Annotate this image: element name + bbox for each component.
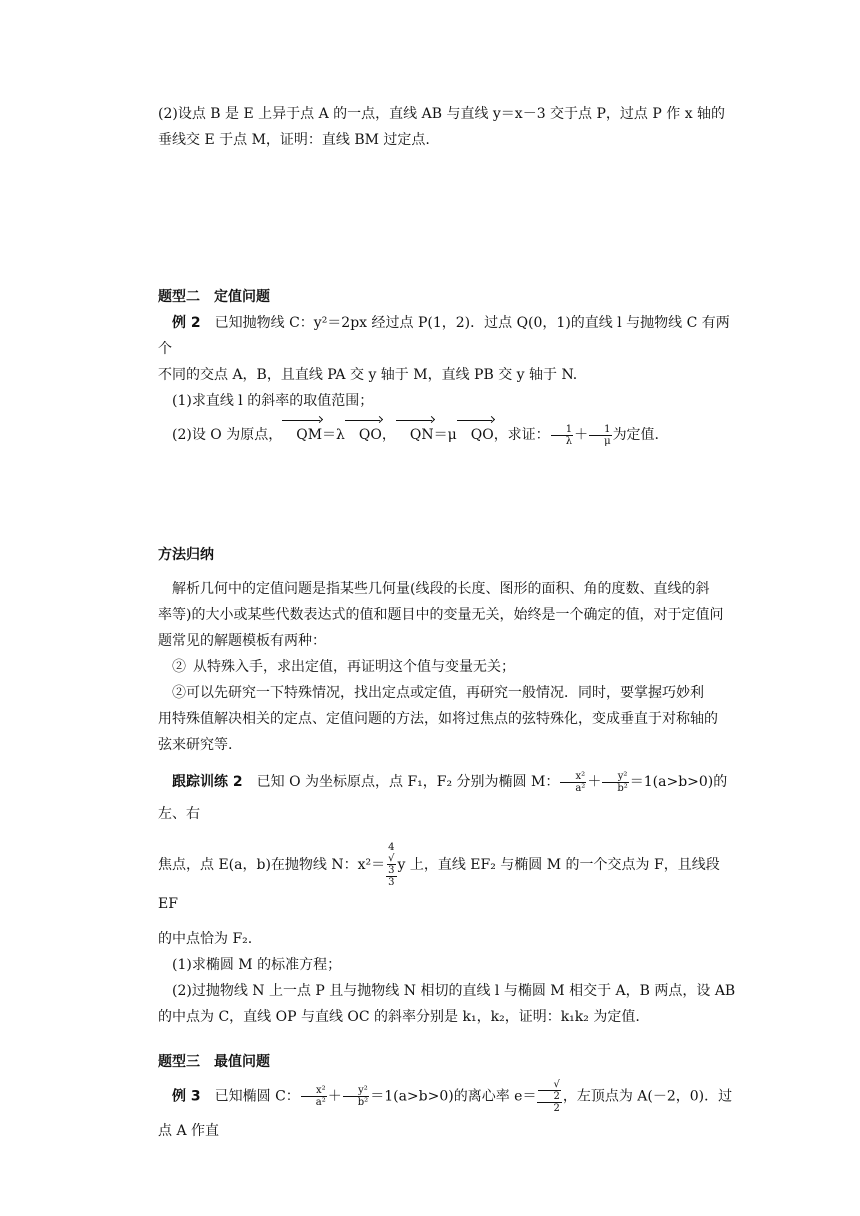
vector-QN: QN <box>396 422 434 448</box>
text: y 上，直线 EF₂ 与椭圆 M 的一个交点为 F，且线段 EF <box>158 857 720 912</box>
training-2-line3: 的中点恰为 F₂. <box>158 931 253 947</box>
text-line: 弦来研究等. <box>158 737 233 753</box>
training-label: 跟踪训练 2 <box>172 774 243 790</box>
example-3-line1 <box>158 1079 738 1148</box>
text-line: 解析几何中的定值问题是指某些几何量(线段的长度、图形的面积、角的度数、直线的斜 <box>172 581 710 597</box>
method-item-1 <box>158 654 738 680</box>
numerator: x² <box>301 1085 327 1097</box>
text: ＝λ <box>322 427 345 443</box>
example-2-part1: (1)求直线 l 的斜率的取值范围； <box>172 393 374 409</box>
text: 焦点，点 E(a，b)在抛物线 N：x²＝ <box>158 857 386 873</box>
example-2-line2: 不同的交点 A，B，且直线 PA 交 y 轴于 M，直线 PB 交 y 轴于 N. <box>158 367 578 383</box>
fraction-4sqrt3-3 <box>386 842 396 888</box>
numerator: 1 <box>589 424 612 436</box>
denominator: 3 <box>388 877 395 888</box>
numerator: y² <box>343 1085 369 1097</box>
section-title: 题型三 最值问题 <box>158 1054 270 1070</box>
denominator: μ <box>604 435 611 447</box>
fraction-sqrt2-2 <box>537 1079 561 1114</box>
text-line: 题常见的解题模板有两种： <box>158 633 326 649</box>
training-2-part2: (2)过抛物线 N 上一点 P 且与抛物线 N 相切的直线 l 与椭圆 M 相交于 A，B 两点，设 AB <box>172 983 736 999</box>
text-line: 用特殊值解决相关的定点、定值问题的方法，如将过焦点的弦特殊化，变成垂直于对称轴的 <box>158 711 718 727</box>
text: 已知 O 为坐标原点，点 F₁，F₂ 分别为椭圆 M： <box>242 774 560 790</box>
numerator: y² <box>602 771 628 783</box>
section-3 <box>158 1049 738 1148</box>
text: 从特殊入手，求出定值，再证明这个值与变量无关； <box>193 659 515 675</box>
fraction-x2-a2 <box>560 771 586 794</box>
text-line: 垂线交 E 于点 M，证明：直线 BM 过定点. <box>158 132 430 148</box>
method-item-2: ②可以先研究一下特殊情况，找出定点或定值，再研究一般情况．同时，要掌握巧妙利 <box>172 685 704 701</box>
text-line: 的中点为 C，直线 OP 与直线 OC 的斜率分别是 k₁，k₂，证明：k₁k₂ 为定值. <box>158 1009 640 1025</box>
fraction-1-mu <box>589 424 612 447</box>
text: ＋ <box>587 774 602 790</box>
numerator: 1 <box>551 424 573 436</box>
text-line: 率等)的大小或某些代数表达式的值和题目中的变量无关，始终是一个确定的值，对于定值问 <box>158 607 724 623</box>
text: ，左顶点为 A(－2，0)．过点 A 作直 <box>158 1088 733 1139</box>
section-2 <box>158 284 738 448</box>
fraction-1-lambda <box>551 424 573 447</box>
text: ＋ <box>327 1088 342 1105</box>
radicand: 2 <box>538 1090 560 1102</box>
text: ＋ <box>574 427 589 443</box>
training-2-line2 <box>158 842 738 920</box>
text: 已知椭圆 C： <box>200 1088 300 1105</box>
denominator: b² <box>357 1097 369 1108</box>
denominator: a² <box>575 782 586 794</box>
text: ， <box>381 427 396 443</box>
fraction-y2-b2 <box>602 771 628 794</box>
vector-QO: QO <box>457 422 494 448</box>
example-2-line1 <box>158 310 738 362</box>
radicand: 3 <box>388 865 395 876</box>
example-label: 例 2 <box>172 315 201 331</box>
fraction-y2-b2 <box>343 1085 369 1108</box>
text: ＝μ <box>433 427 457 443</box>
text: 为定值. <box>612 427 660 443</box>
text: ＝1(a>b>0)的离心率 e＝ <box>370 1088 537 1105</box>
vector-QO: QO <box>345 422 382 448</box>
denominator: b² <box>617 782 628 794</box>
question-part-2 <box>158 101 738 153</box>
denominator: λ <box>565 435 573 447</box>
text: 已知抛物线 C：y²＝2px 经过点 P(1，2)．过点 Q(0，1)的直线 l 与抛物线 C 有两个 <box>158 315 730 357</box>
text-line: (2)设点 B 是 E 上异于点 A 的一点，直线 AB 与直线 y＝x－3 交于点 P，过点 P 作 x 轴的 <box>158 106 726 122</box>
training-2-line1 <box>158 766 738 830</box>
fraction-x2-a2 <box>301 1085 327 1108</box>
numerator-coefficient: 4 <box>388 842 395 853</box>
item-number: ② <box>172 659 186 675</box>
example-2-part2 <box>158 422 738 448</box>
numerator: √ 2 <box>537 1079 561 1103</box>
text: ，求证： <box>493 427 550 443</box>
training-2-part1: (1)求椭圆 M 的标准方程； <box>172 957 342 973</box>
numerator: x² <box>560 771 586 783</box>
example-label: 例 3 <box>172 1088 201 1105</box>
denominator: a² <box>315 1097 326 1108</box>
method-title: 方法归纳 <box>158 547 214 563</box>
section-title: 题型二 定值问题 <box>158 289 270 305</box>
training-2 <box>158 766 738 1030</box>
vector-QM: QM <box>282 422 322 448</box>
numerator: 4 √ 3 <box>388 842 395 876</box>
method-summary <box>158 542 738 758</box>
text: ＝1(a>b>0)的左、右 <box>158 774 728 822</box>
denominator: 2 <box>553 1103 560 1114</box>
text: (2)设 O 为原点， <box>172 427 283 443</box>
